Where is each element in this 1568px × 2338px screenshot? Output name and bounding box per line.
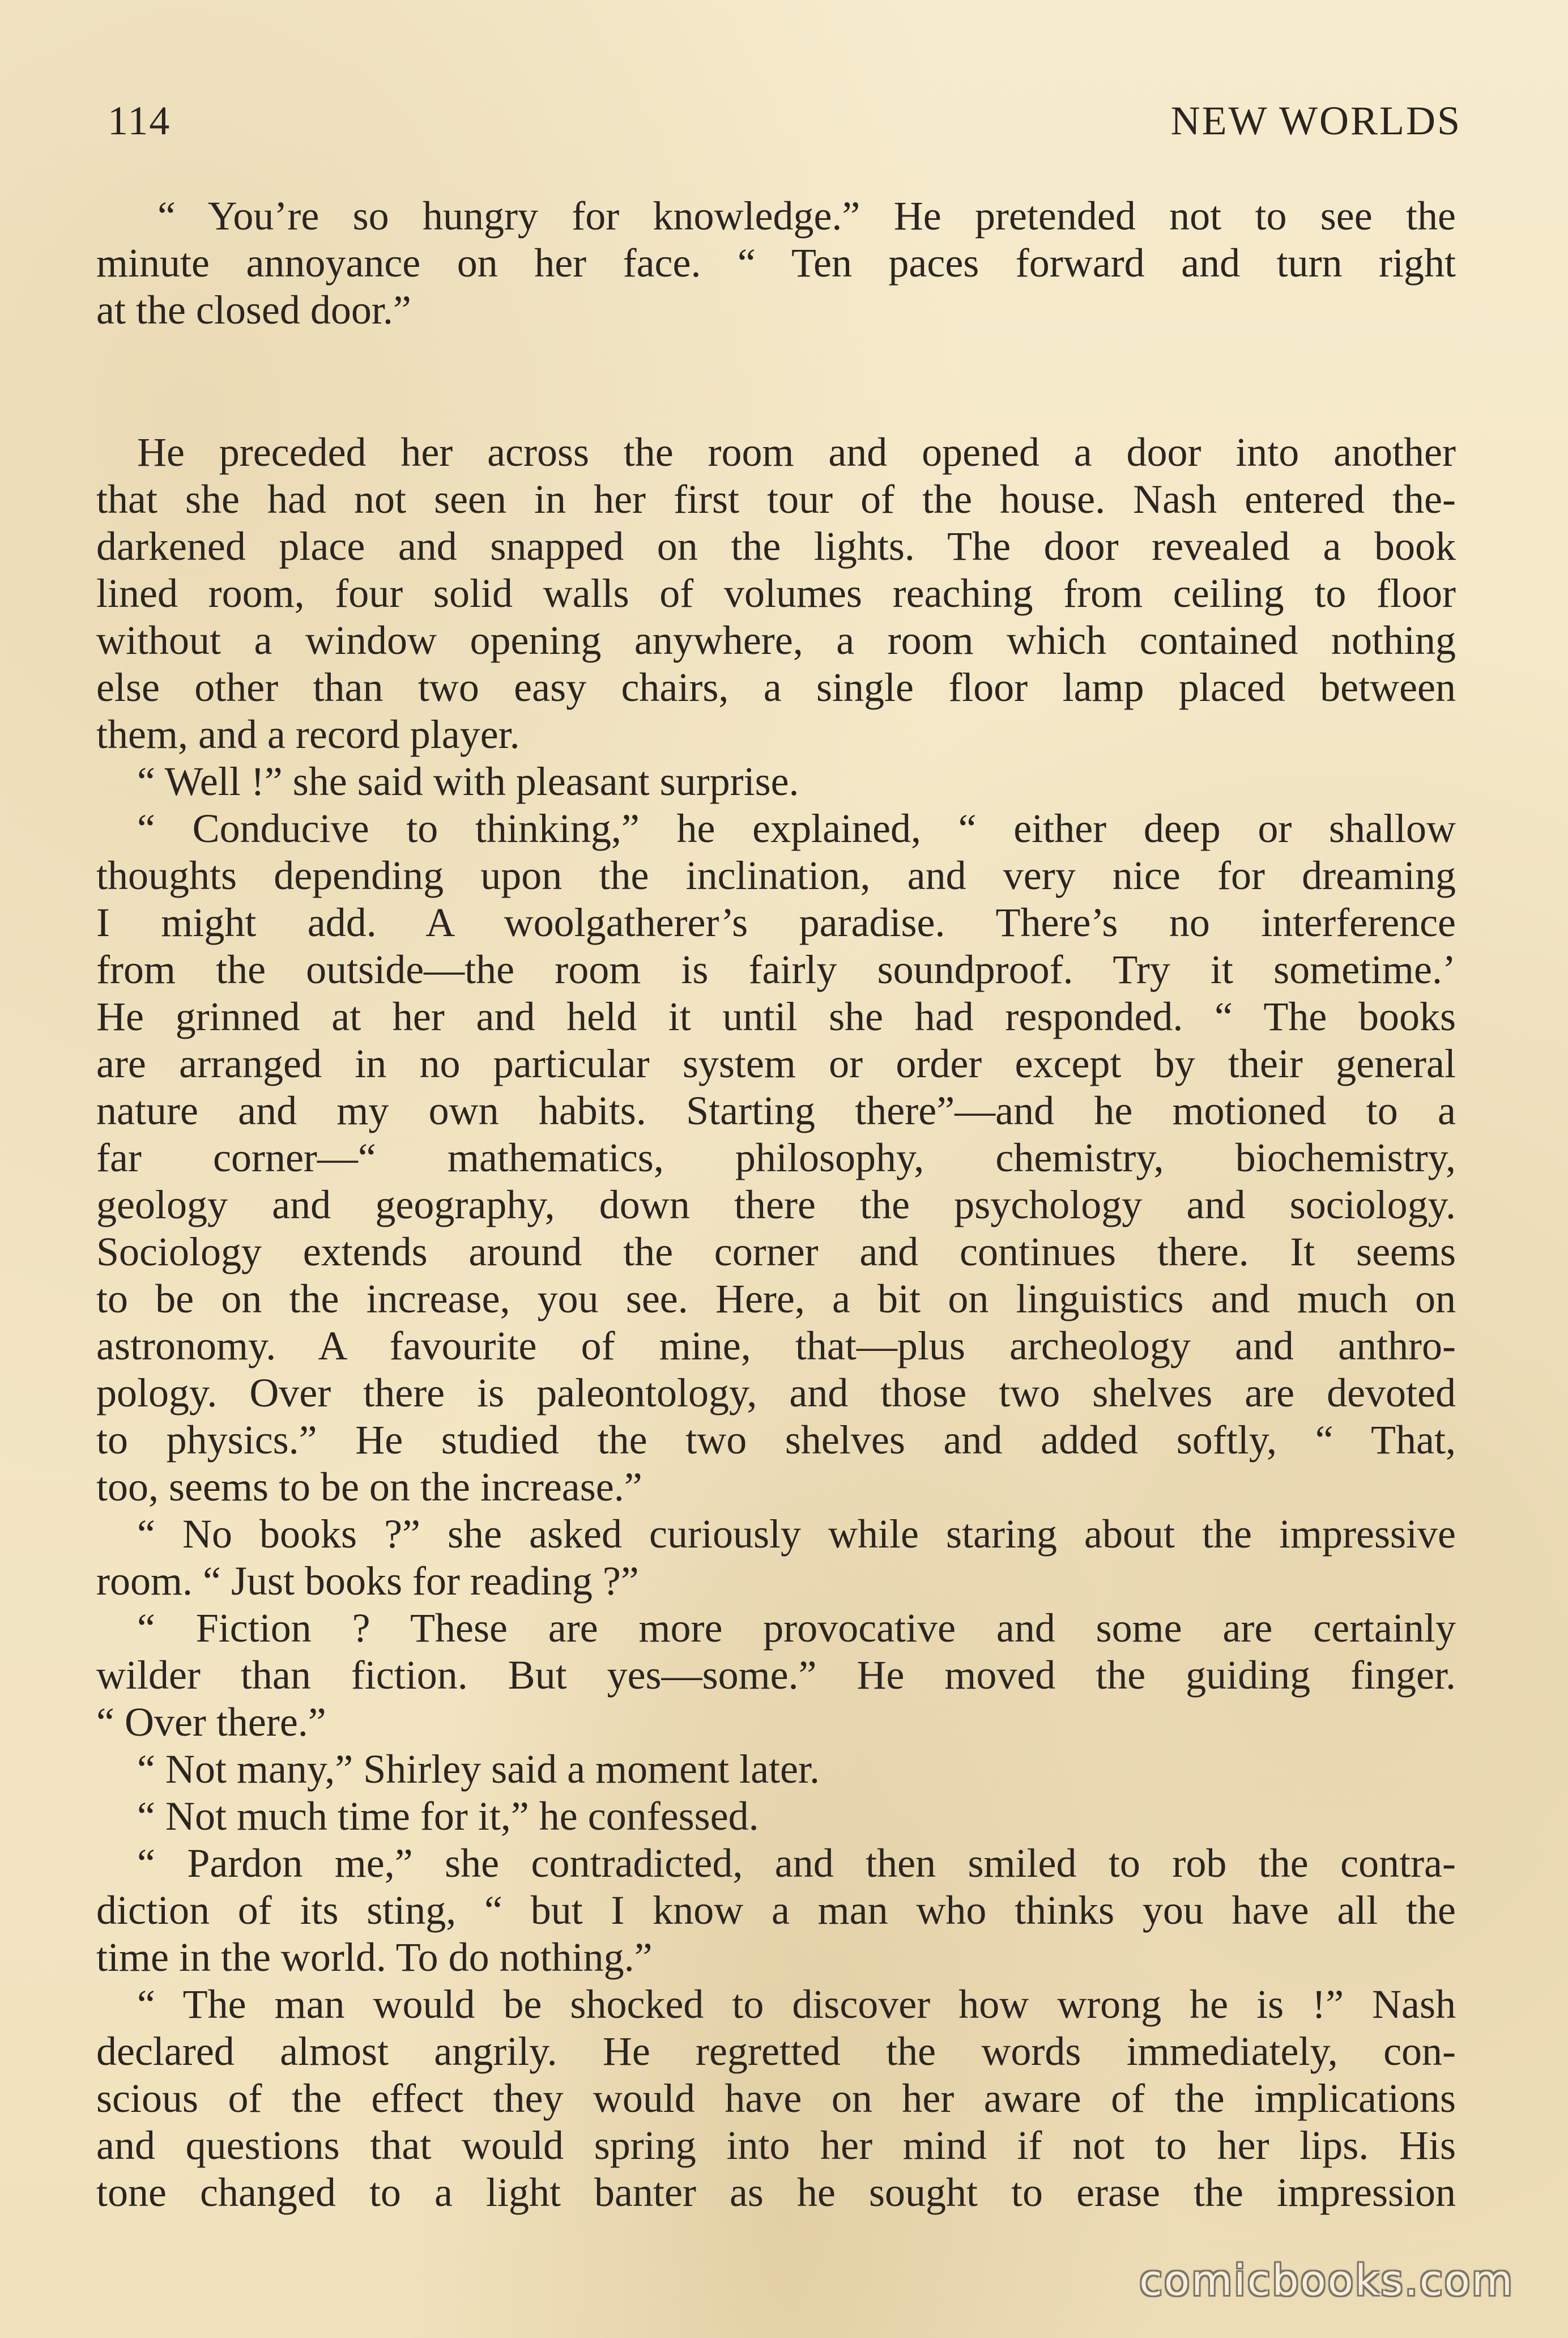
watermark: comicbooks.com bbox=[1139, 2256, 1514, 2305]
text-line: astronomy. A favourite of mine, that—plus archeology and anthro- bbox=[96, 1323, 1456, 1368]
text-line: at the closed door.” bbox=[96, 287, 411, 333]
text-line: I might add. A woolgatherer’s paradise. There’s no interference bbox=[96, 900, 1456, 945]
text-line: “ Fiction ? These are more provocative and some are certainly bbox=[137, 1605, 1456, 1651]
text-line: are arranged in no particular system or order except by their general bbox=[96, 1041, 1456, 1086]
text-line: Sociology extends around the corner and continues there. It seems bbox=[96, 1229, 1456, 1274]
text-line: time in the world. To do nothing.” bbox=[96, 1935, 653, 1980]
text-line: He preceded her across the room and opened a door into another bbox=[137, 430, 1456, 475]
text-line: to be on the increase, you see. Here, a bit on linguistics and much on bbox=[96, 1276, 1456, 1321]
text-line: geology and geography, down there the psychology and sociology. bbox=[96, 1182, 1456, 1227]
text-line: far corner—“ mathematics, philosophy, chemistry, biochemistry, bbox=[96, 1135, 1456, 1180]
text-line: scious of the effect they would have on her aware of the implications bbox=[96, 2076, 1456, 2121]
text-line: “ Not many,” Shirley said a moment later. bbox=[137, 1746, 820, 1792]
text-line: to physics.” He studied the two shelves and added softly, “ That, bbox=[96, 1417, 1456, 1463]
page-number: 114 bbox=[108, 98, 171, 143]
text-line: and questions that would spring into her mind if not to her lips. His bbox=[96, 2123, 1456, 2168]
text-line: minute annoyance on her face. “ Ten paces forward and turn right bbox=[96, 240, 1456, 286]
section-break bbox=[96, 381, 1456, 429]
text-line: lined room, four solid walls of volumes reaching from ceiling to floor bbox=[96, 571, 1456, 616]
text-line: “ Well !” she said with pleasant surprise. bbox=[137, 759, 799, 804]
text-line: He grinned at her and held it until she had responded. “ The books bbox=[96, 994, 1456, 1039]
text-line: from the outside—the room is fairly soundproof. Try it sometime.’ bbox=[96, 947, 1456, 992]
running-title: NEW WORLDS bbox=[1170, 98, 1462, 143]
text-line: “ Conducive to thinking,” he explained, “ either deep or shallow bbox=[137, 806, 1456, 851]
text-line: thoughts depending upon the inclination, and very nice for dreaming bbox=[96, 853, 1456, 898]
text-line: darkened place and snapped on the lights. The door revealed a book bbox=[96, 524, 1456, 569]
running-head bbox=[108, 97, 1462, 160]
text-line: “ Not much time for it,” he confessed. bbox=[137, 1793, 759, 1839]
text-line: declared almost angrily. He regretted the words immediately, con- bbox=[96, 2029, 1456, 2074]
body-text bbox=[96, 193, 1456, 2216]
text-line: “ The man would be shocked to discover how wrong he is !” Nash bbox=[137, 1982, 1456, 2027]
text-line: tone changed to a light banter as he sought to erase the impression bbox=[96, 2170, 1456, 2215]
text-line: them, and a record player. bbox=[96, 712, 520, 757]
text-line: room. “ Just books for reading ?” bbox=[96, 1558, 639, 1604]
text-line: “ You’re so hungry for knowledge.” He pretended not to see the bbox=[157, 193, 1456, 239]
text-line: that she had not seen in her first tour of the house. Nash entered the- bbox=[96, 477, 1456, 522]
text-line: else other than two easy chairs, a single floor lamp placed between bbox=[96, 665, 1456, 710]
text-line: wilder than fiction. But yes—some.” He moved the guiding finger. bbox=[96, 1652, 1456, 1698]
text-line: “ Pardon me,” she contradicted, and then smiled to rob the contra- bbox=[137, 1840, 1456, 1886]
text-line: too, seems to be on the increase.” bbox=[96, 1464, 642, 1510]
text-line: diction of its sting, “ but I know a man who thinks you have all the bbox=[96, 1888, 1456, 1933]
section-break bbox=[96, 334, 1456, 381]
text-line: “ No books ?” she asked curiously while staring about the impressive bbox=[137, 1511, 1456, 1557]
text-line: nature and my own habits. Starting there”—and he motioned to a bbox=[96, 1088, 1456, 1133]
text-line: “ Over there.” bbox=[96, 1699, 326, 1745]
text-line: pology. Over there is paleontology, and those two shelves are devoted bbox=[96, 1370, 1456, 1415]
text-line: without a window opening anywhere, a room which contained nothing bbox=[96, 618, 1456, 663]
